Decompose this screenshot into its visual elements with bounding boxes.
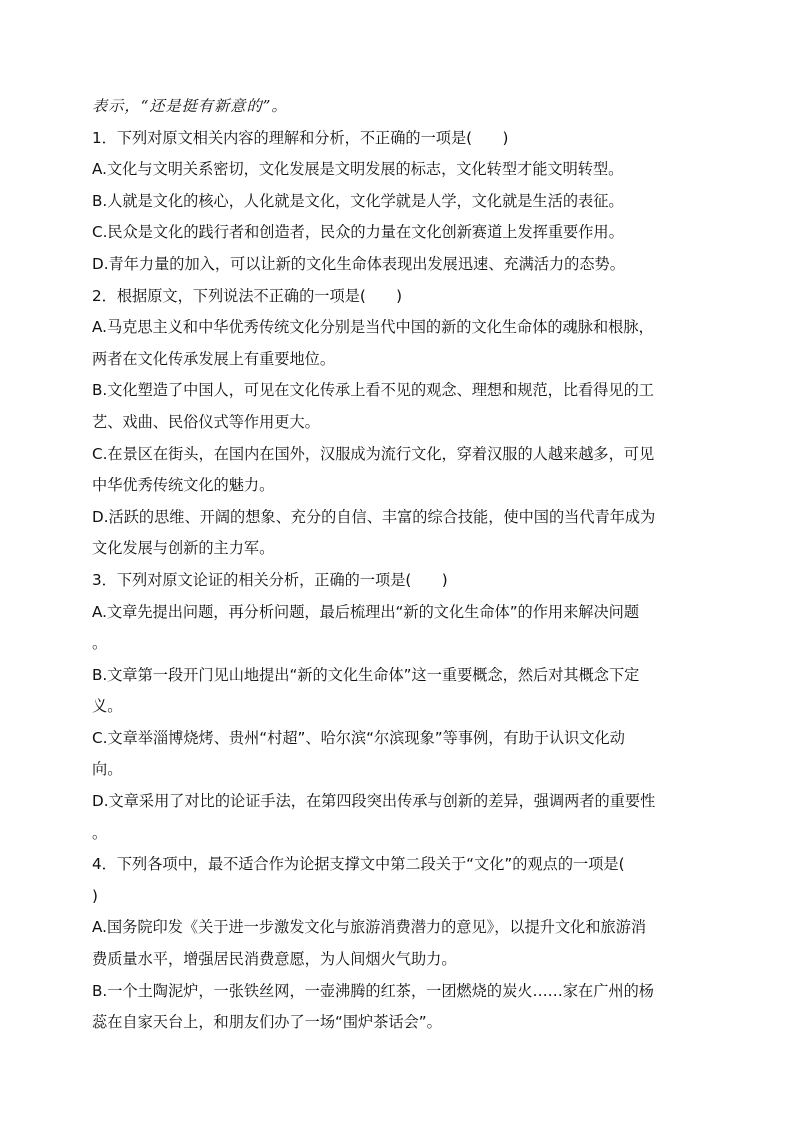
question-2-option-c-line-1: C.在景区在街头，在国内在国外，汉服成为流行文化，穿着汉服的人越来越多，可见 bbox=[92, 444, 655, 463]
question-3-option-d-line-1: D.文章采用了对比的论证手法，在第四段突出传承与创新的差异，强调两者的重要性 bbox=[92, 792, 656, 811]
question-1-option-b: B.人就是文化的核心，人化就是文化，文化学就是人学，文化就是生活的表征。 bbox=[92, 191, 624, 210]
question-4-stem-line-1: 4．下列各项中，最不适合作为论据支撑文中第二段关于“文化”的观点的一项是( bbox=[92, 855, 625, 874]
question-3-option-d-line-2: 。 bbox=[92, 823, 108, 842]
question-4-option-b-line-2: 蕊在自家天台上，和朋友们办了一场“围炉茶话会”。 bbox=[92, 1013, 442, 1032]
question-2-option-b-line-1: B.文化塑造了中国人，可见在文化传承上看不见的观念、理想和规范，比看得见的工 bbox=[92, 381, 654, 400]
question-3-option-c-line-2: 向。 bbox=[92, 760, 123, 779]
question-2-option-a-line-1: A.马克思主义和中华优秀传统文化分别是当代中国的新的文化生命体的魂脉和根脉， bbox=[92, 318, 654, 337]
intro-line: 表示，“还是挺有新意的”。 bbox=[92, 97, 288, 115]
question-3-option-a-line-2: 。 bbox=[92, 634, 108, 653]
question-3-option-b-line-1: B.文章第一段开门见山地提出“新的文化生命体”这一重要概念，然后对其概念下定 bbox=[92, 665, 640, 684]
question-2-option-c-line-2: 中华优秀传统文化的魅力。 bbox=[92, 476, 275, 495]
question-1-option-d: D.青年力量的加入，可以让新的文化生命体表现出发展迅速、充满活力的态势。 bbox=[92, 254, 625, 273]
question-2-option-d-line-2: 文化发展与创新的主力军。 bbox=[92, 539, 275, 558]
question-3-option-a-line-1: A.文章先提出问题，再分析问题，最后梳理出“新的文化生命体”的作用来解决问题 bbox=[92, 602, 640, 621]
question-1-option-c: C.民众是文化的践行者和创造者，民众的力量在文化创新赛道上发挥重要作用。 bbox=[92, 223, 624, 242]
question-2-option-b-line-2: 艺、戏曲、民俗仪式等作用更大。 bbox=[92, 412, 320, 431]
question-4-option-a-line-2: 费质量水平，增强居民消费意愿，为人间烟火气助力。 bbox=[92, 950, 457, 969]
question-3-option-c-line-1: C.文章举淄博烧烤、贵州“村超”、哈尔滨“尔滨现象”等事例，有助于认识文化动 bbox=[92, 728, 625, 747]
question-1-option-a: A.文化与文明关系密切，文化发展是文明发展的标志，文化转型才能文明转型。 bbox=[92, 160, 624, 179]
question-4-option-a-line-1: A.国务院印发《关于进一步激发文化与旅游消费潜力的意见》，以提升文化和旅游消 bbox=[92, 918, 647, 937]
document-page bbox=[92, 91, 704, 1039]
question-4-stem-line-2: ) bbox=[92, 886, 98, 905]
question-2-stem: 2．根据原文，下列说法不正确的一项是( ) bbox=[92, 286, 403, 305]
question-3-stem: 3．下列对原文论证的相关分析，正确的一项是( ) bbox=[92, 570, 448, 589]
question-2-option-d-line-1: D.活跃的思维、开阔的想象、充分的自信、丰富的综合技能，使中国的当代青年成为 bbox=[92, 507, 656, 526]
question-1-stem: 1．下列对原文相关内容的理解和分析，不正确的一项是( ) bbox=[92, 128, 509, 147]
question-4-option-b-line-1: B.一个土陶泥炉，一张铁丝网，一壶沸腾的红茶，一团燃烧的炭火……家在广州的杨 bbox=[92, 981, 654, 1000]
question-2-option-a-line-2: 两者在文化传承发展上有重要地位。 bbox=[92, 349, 335, 368]
question-3-option-b-line-2: 义。 bbox=[92, 697, 123, 716]
